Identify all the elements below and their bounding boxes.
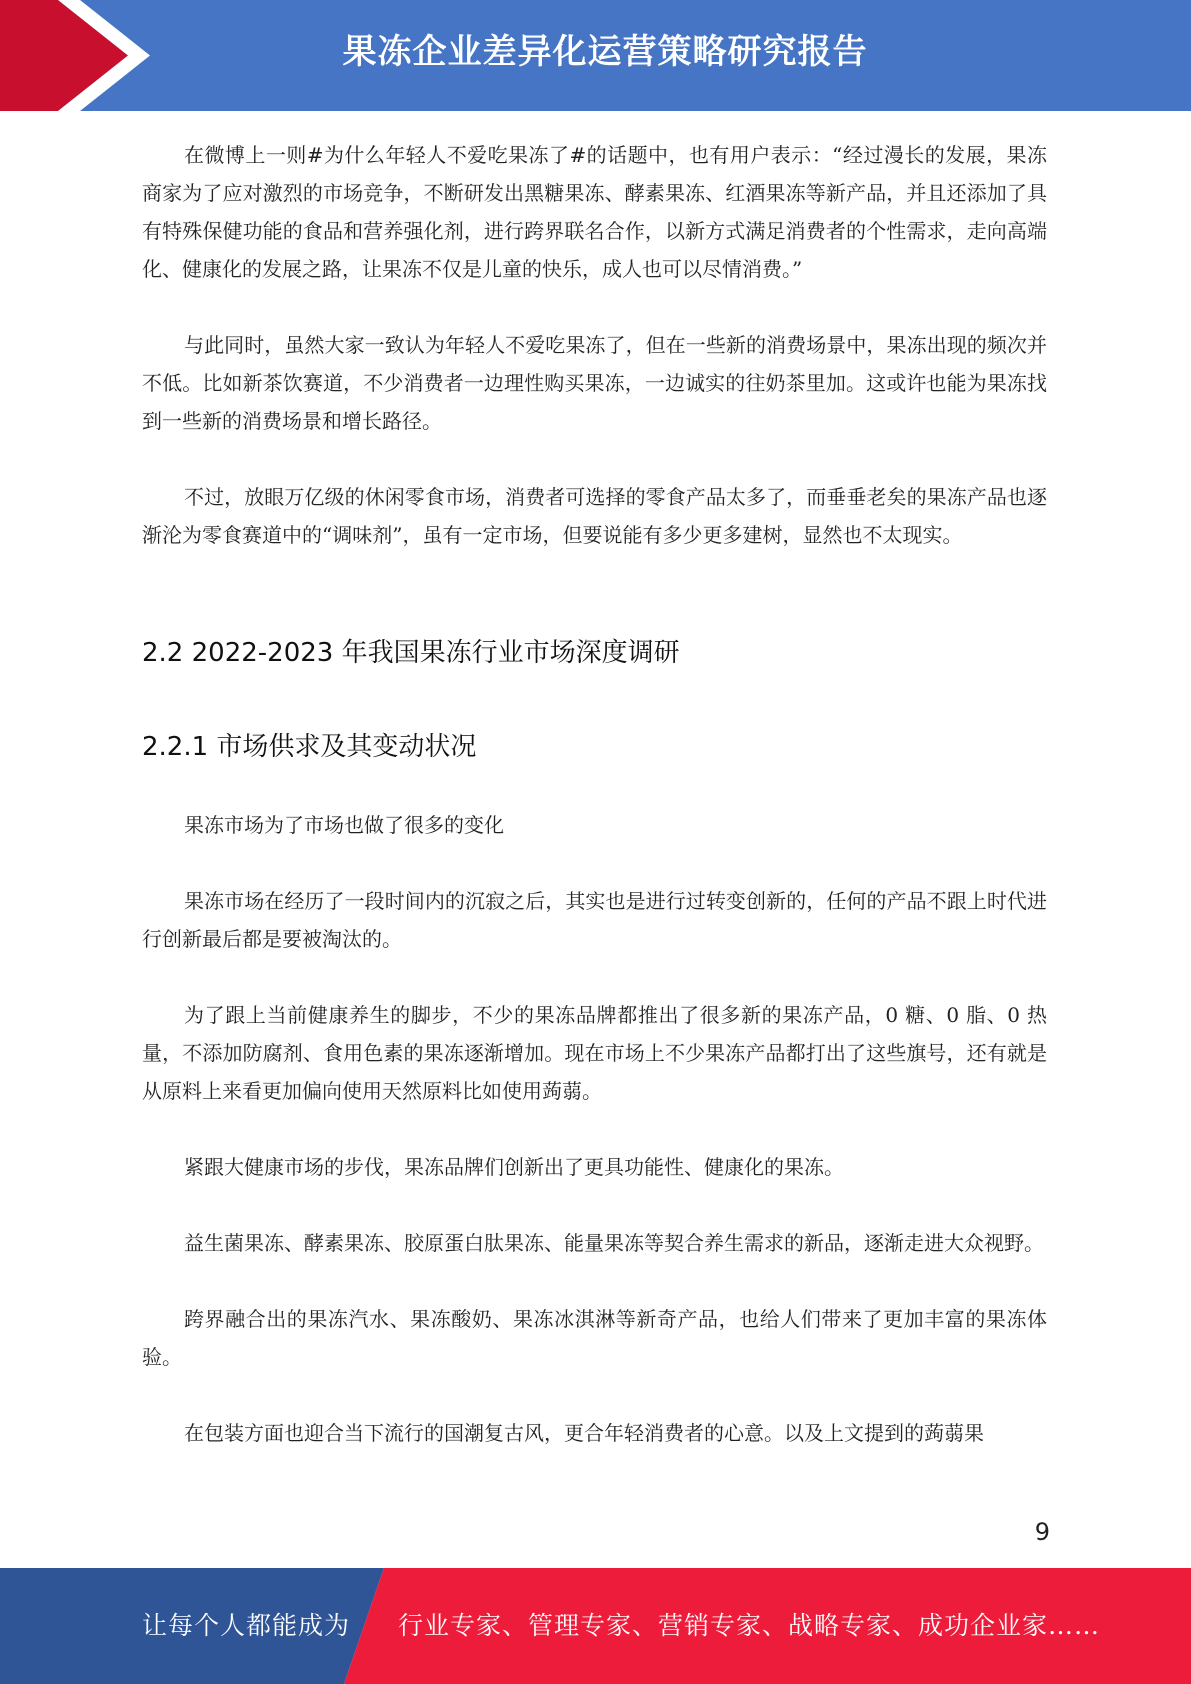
footer-slogan-left: 让每个人都能成为 bbox=[142, 1611, 351, 1640]
paragraph: 为了跟上当前健康养生的脚步，不少的果冻品牌都推出了很多新的果冻产品，0 糖、0 脂、0 热量，不添加防腐剂、食用色素的果冻逐渐增加。现在市场上不少果冻产品都打出了这些旗号，还有就是从原料上来看更加偏向使用天然原料比如使用蒟蒻。 bbox=[142, 1003, 1047, 1103]
paragraph: 与此同时，虽然大家一致认为年轻人不爱吃果冻了，但在一些新的消费场景中，果冻出现的频次并不低。比如新茶饮赛道，不少消费者一边理性购买果冻，一边诚实的往奶茶里加。这或许也能为果冻找到一些新的消费场景和增长路径。 bbox=[142, 333, 1047, 433]
paragraph: 果冻市场在经历了一段时间内的沉寂之后，其实也是进行过转变创新的，任何的产品不跟上时代进行创新最后都是要被淘汰的。 bbox=[142, 889, 1047, 951]
subsection-content bbox=[142, 806, 1047, 1452]
report-title: 果冻企业差异化运营策略研究报告 bbox=[342, 32, 868, 72]
page-footer bbox=[0, 1568, 1191, 1684]
paragraph: 益生菌果冻、酵素果冻、胶原蛋白肽果冻、能量果冻等契合养生需求的新品，逐渐走进大众视野。 bbox=[184, 1231, 1044, 1255]
paragraph: 果冻市场为了市场也做了很多的变化 bbox=[184, 813, 504, 837]
paragraph: 不过，放眼万亿级的休闲零食市场，消费者可选择的零食产品太多了，而垂垂老矣的果冻产品也逐渐沦为零食赛道中的“调味剂”，虽有一定市场，但要说能有多少更多建树，显然也不太现实。 bbox=[142, 485, 1047, 547]
paragraph: 在包装方面也迎合当下流行的国潮复古风，更合年轻消费者的心意。以及上文提到的蒟蒻果 bbox=[184, 1421, 984, 1445]
footer-slogan-right: 行业专家、管理专家、营销专家、战略专家、成功企业家…… bbox=[398, 1611, 1101, 1640]
section-heading: 2.2 2022-2023 年我国果冻行业市场深度调研 bbox=[142, 638, 680, 668]
paragraph: 紧跟大健康市场的步伐，果冻品牌们创新出了更具功能性、健康化的果冻。 bbox=[184, 1155, 844, 1179]
paragraph: 跨界融合出的果冻汽水、果冻酸奶、果冻冰淇淋等新奇产品，也给人们带来了更加丰富的果冻体验。 bbox=[142, 1307, 1047, 1369]
page-number: 9 bbox=[1034, 1518, 1050, 1546]
subsection-heading: 2.2.1 市场供求及其变动状况 bbox=[142, 732, 477, 762]
page-header bbox=[0, 0, 1191, 111]
paragraph: 在微博上一则#为什么年轻人不爱吃果冻了#的话题中，也有用户表示：“经过漫长的发展，果冻商家为了应对激烈的市场竞争，不断研发出黑糖果冻、酵素果冻、红酒果冻等新产品，并且还添加了具有特殊保健功能的食品和营养强化剂，进行跨界联名合作，以新方式满足消费者的个性需求，走向高端化、健康化的发展之路，让果冻不仅是儿童的快乐，成人也可以尽情消费。” bbox=[142, 143, 1047, 281]
body-content bbox=[142, 136, 1047, 554]
